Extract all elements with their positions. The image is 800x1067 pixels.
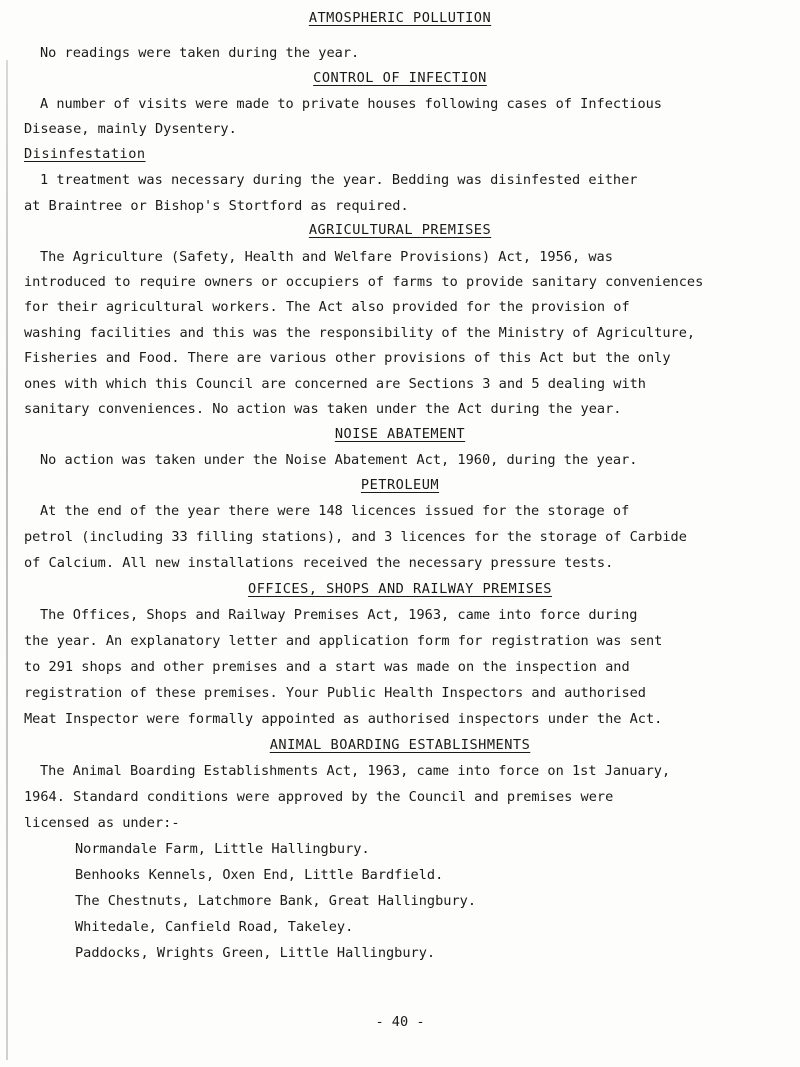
paragraph-line: licensed as under:- xyxy=(24,815,180,831)
paragraph-line: 1 treatment was necessary during the year. Bedding was disinfested either xyxy=(40,172,638,188)
paragraph-line: sanitary conveniences. No action was taken under the Act during the year. xyxy=(24,401,622,417)
paragraph-line: No readings were taken during the year. xyxy=(40,45,360,61)
page-number: - 40 - xyxy=(375,1014,425,1030)
paragraph-line: ones with which this Council are concerned are Sections 3 and 5 dealing with xyxy=(24,376,646,392)
paragraph-line: for their agricultural workers. The Act also provided for the provision of xyxy=(24,299,630,315)
paragraph-line: at Braintree or Bishop's Stortford as required. xyxy=(24,198,409,214)
paragraph-line: Meat Inspector were formally appointed as authorised inspectors under the Act. xyxy=(24,711,663,727)
paragraph-line: The Agriculture (Safety, Health and Welfare Provisions) Act, 1956, was xyxy=(40,249,613,265)
premises-list-item: Benhooks Kennels, Oxen End, Little Bardfield. xyxy=(75,867,444,883)
paragraph-line: No action was taken under the Noise Abatement Act, 1960, during the year. xyxy=(40,452,638,468)
paragraph-line: registration of these premises. Your Public Health Inspectors and authorised xyxy=(24,685,646,701)
heading-petroleum: PETROLEUM xyxy=(360,477,440,493)
paragraph-line: petrol (including 33 filling stations), and 3 licences for the storage of Carbide xyxy=(24,529,687,545)
paragraph-line: of Calcium. All new installations received the necessary pressure tests. xyxy=(24,555,614,571)
heading-noise-abatement: NOISE ABATEMENT xyxy=(334,426,466,442)
paragraph-line: washing facilities and this was the responsibility of the Ministry of Agriculture, xyxy=(24,325,696,341)
paragraph-line: A number of visits were made to private houses following cases of Infectious xyxy=(40,96,662,112)
premises-list-item: The Chestnuts, Latchmore Bank, Great Hallingbury. xyxy=(75,893,477,909)
paragraph-line: The Offices, Shops and Railway Premises Act, 1963, came into force during xyxy=(40,607,638,623)
paragraph-line: At the end of the year there were 148 licences issued for the storage of xyxy=(40,503,630,519)
heading-atmospheric-pollution: ATMOSPHERIC POLLUTION xyxy=(308,10,492,26)
heading-disinfestation: Disinfestation xyxy=(24,146,146,162)
heading-animal-boarding: ANIMAL BOARDING ESTABLISHMENTS xyxy=(269,737,531,753)
premises-list-item: Paddocks, Wrights Green, Little Hallingbury. xyxy=(75,945,436,961)
paragraph-line: Disease, mainly Dysentery. xyxy=(24,121,237,137)
paragraph-line: the year. An explanatory letter and application form for registration was sent xyxy=(24,633,663,649)
heading-agricultural-premises: AGRICULTURAL PREMISES xyxy=(308,222,492,238)
heading-control-of-infection: CONTROL OF INFECTION xyxy=(313,70,487,86)
paragraph-line: Fisheries and Food. There are various other provisions of this Act but the only xyxy=(24,350,671,366)
paragraph-line: 1964. Standard conditions were approved by the Council and premises were xyxy=(24,789,614,805)
paragraph-line: introduced to require owners or occupiers of farms to provide sanitary conveniences xyxy=(24,274,704,290)
paragraph-line: to 291 shops and other premises and a start was made on the inspection and xyxy=(24,659,630,675)
premises-list-item: Normandale Farm, Little Hallingbury. xyxy=(75,841,370,857)
page-edge-shadow xyxy=(6,60,8,1060)
paragraph-line: The Animal Boarding Establishments Act, 1963, came into force on 1st January, xyxy=(40,763,671,779)
heading-offices-shops-railway: OFFICES, SHOPS AND RAILWAY PREMISES xyxy=(248,581,552,597)
premises-list-item: Whitedale, Canfield Road, Takeley. xyxy=(75,919,354,935)
